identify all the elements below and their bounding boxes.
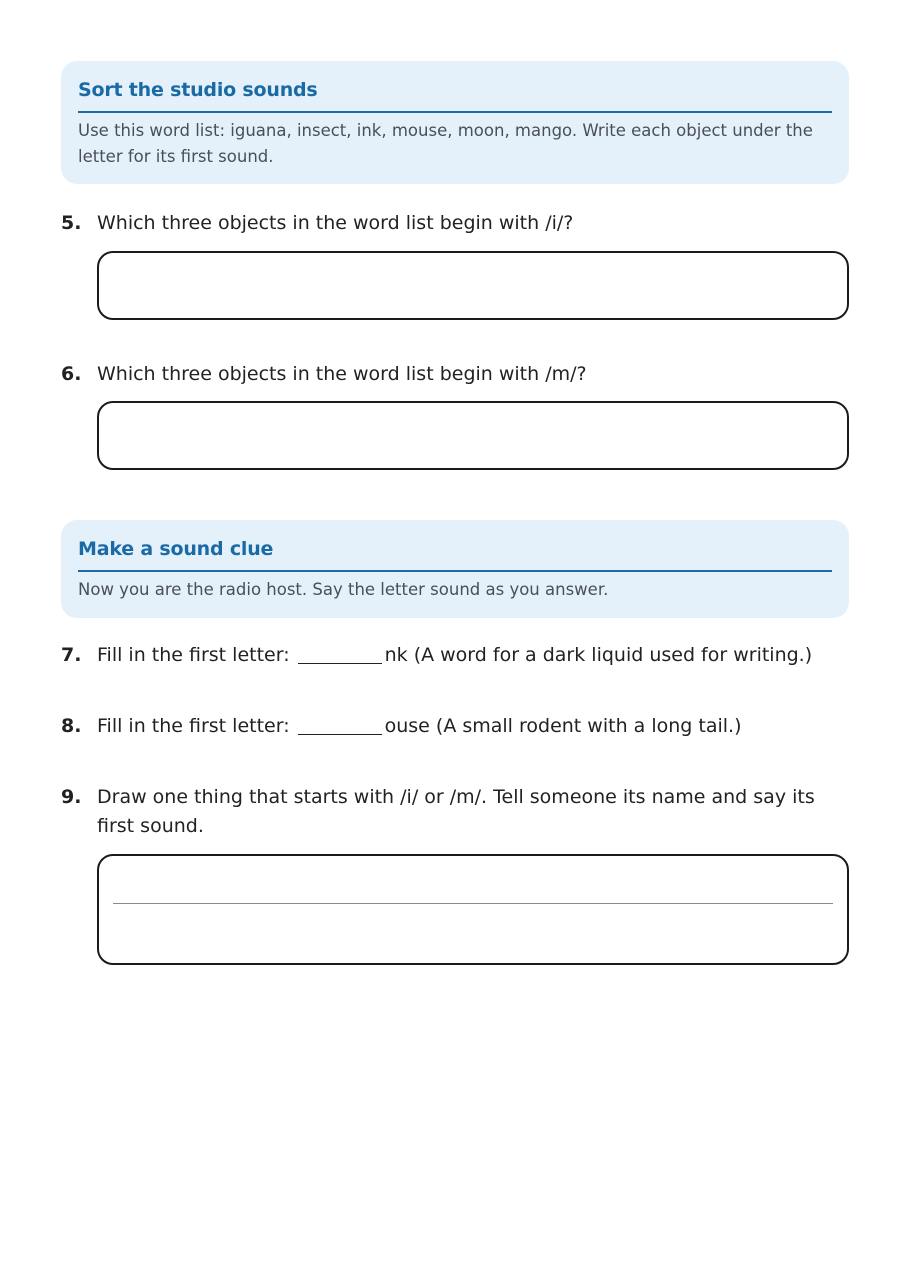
question-7 bbox=[61, 641, 831, 670]
section-title: Sort the studio sounds bbox=[78, 79, 318, 101]
question-text: Draw one thing that starts with /i/ or /m/. Tell someone its name and say its first sound. bbox=[97, 786, 815, 837]
section-make-sound-clue bbox=[61, 520, 849, 618]
question-prefix: Fill in the first letter: bbox=[97, 715, 290, 737]
section-divider bbox=[78, 111, 832, 113]
question-text: Which three objects in the word list begin with /i/? bbox=[97, 212, 574, 234]
section-sort-studio-sounds bbox=[61, 61, 849, 184]
question-prefix: Fill in the first letter: bbox=[97, 644, 290, 666]
section-description: Use this word list: iguana, insect, ink, mouse, moon, mango. Write each object under the letter for its first sound. bbox=[78, 121, 813, 166]
question-9 bbox=[61, 783, 831, 841]
answer-box-6[interactable] bbox=[97, 401, 849, 470]
fill-blank-7[interactable] bbox=[298, 643, 382, 664]
writing-line bbox=[113, 903, 833, 904]
section-description: Now you are the radio host. Say the letter sound as you answer. bbox=[78, 580, 609, 599]
question-suffix: nk (A word for a dark liquid used for writing.) bbox=[384, 644, 813, 666]
question-suffix: ouse (A small rodent with a long tail.) bbox=[384, 715, 742, 737]
question-text: Which three objects in the word list begin with /m/? bbox=[97, 363, 587, 385]
question-number: 5. bbox=[61, 212, 82, 234]
section-divider bbox=[78, 570, 832, 572]
question-number: 7. bbox=[61, 644, 82, 666]
section-title: Make a sound clue bbox=[78, 538, 274, 560]
question-8 bbox=[61, 712, 831, 741]
answer-box-5[interactable] bbox=[97, 251, 849, 320]
drawing-box-9[interactable] bbox=[97, 854, 849, 965]
question-5 bbox=[61, 209, 831, 238]
question-number: 9. bbox=[61, 786, 82, 808]
question-number: 8. bbox=[61, 715, 82, 737]
question-6 bbox=[61, 360, 831, 389]
question-number: 6. bbox=[61, 363, 82, 385]
fill-blank-8[interactable] bbox=[298, 714, 382, 735]
